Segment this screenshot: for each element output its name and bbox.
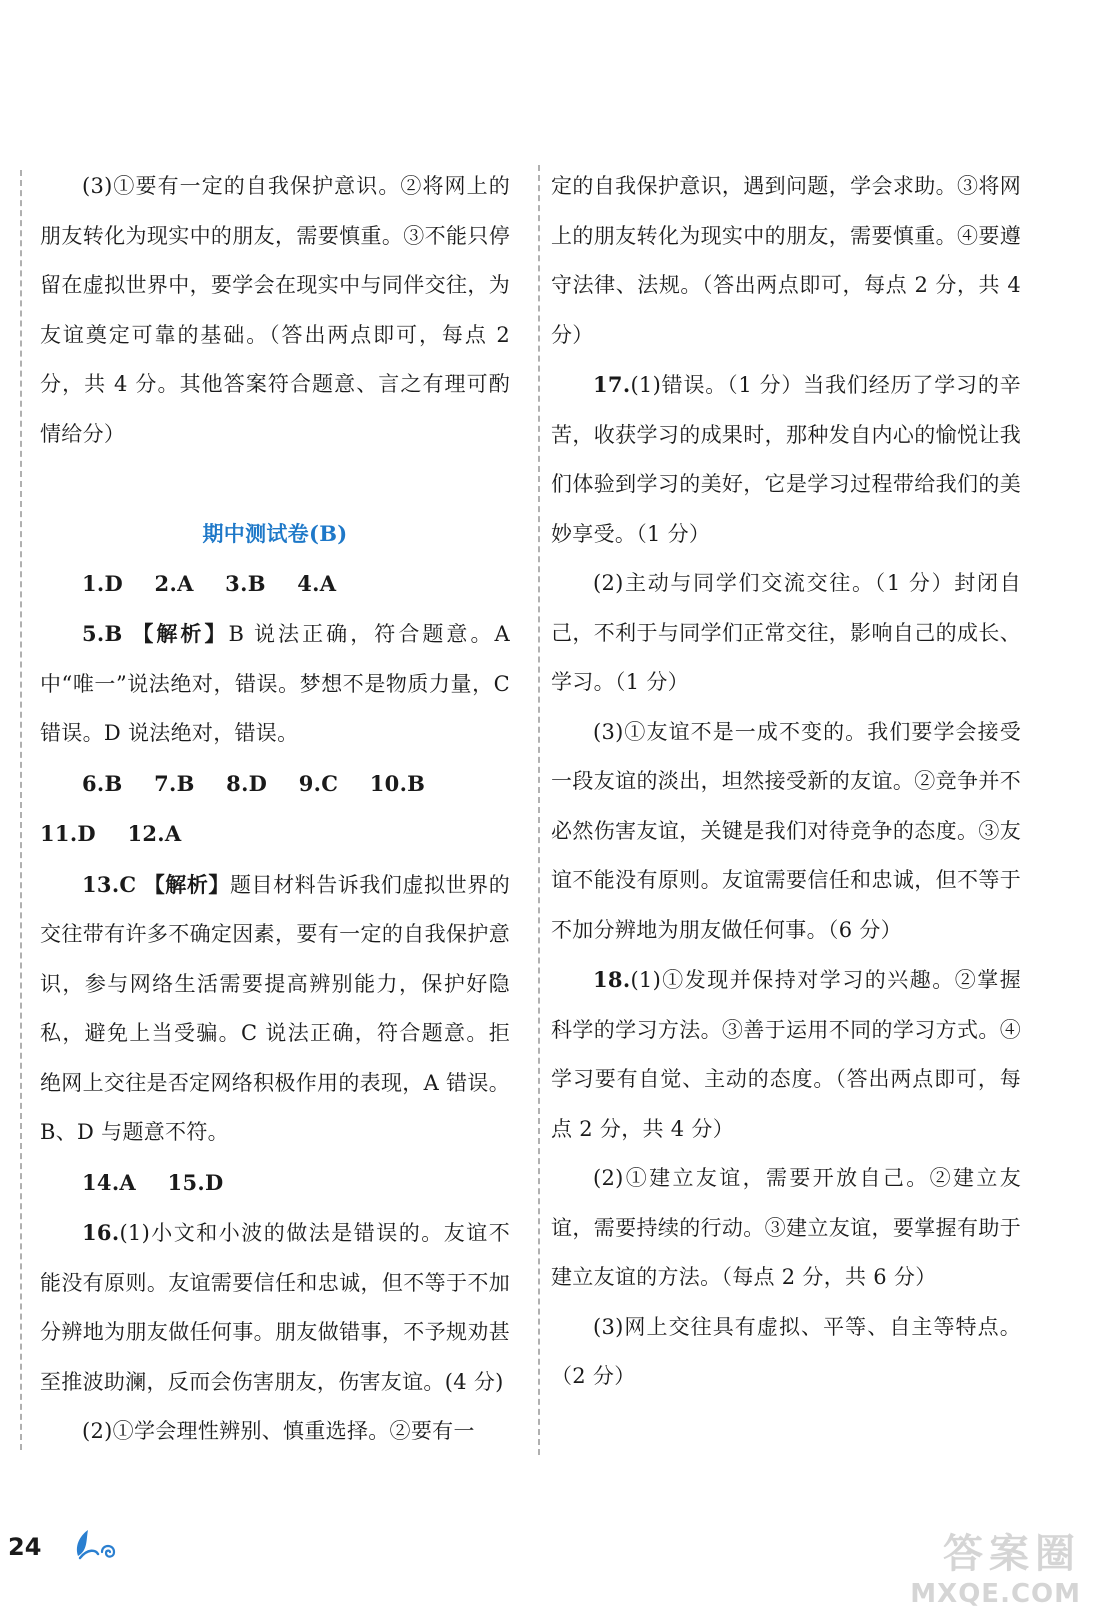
answer-item: 9.C xyxy=(298,770,339,796)
answer-paragraph xyxy=(40,609,510,759)
question-number: 17. xyxy=(593,372,631,397)
question-number: 18. xyxy=(593,967,631,992)
answer-item: 12.A xyxy=(127,821,182,846)
answer-item: 4.A xyxy=(297,570,337,596)
answer-item: 8.D xyxy=(226,770,268,796)
right-column xyxy=(551,162,1021,1402)
column-divider xyxy=(538,165,540,1455)
analysis-text: 题目材料告诉我们虚拟世界的交往带有许多不确定因素，要有一定的自我保护意识，参与网络生活需要提高辨别能力，保护好隐私，避免上当受骗。C 说法正确，符合题意。拒绝网上交往是否定网络积极作用的表现，A 错误。B、D 与题意不符。 xyxy=(40,872,510,1144)
question-number: 5.B xyxy=(82,621,123,646)
watermark xyxy=(910,1522,1081,1609)
watermark-url: MXQE.COM xyxy=(910,1579,1081,1609)
question-number: 13.C xyxy=(82,871,137,897)
answer-item: 11.D xyxy=(40,821,96,846)
page-number: 24 xyxy=(8,1533,42,1561)
answer-paragraph: (2)①建立友谊，需要开放自己。②建立友谊，需要持续的行动。③建立友谊，要掌握有助于建立友谊的方法。（每点 2 分，共 6 分） xyxy=(551,1166,1021,1289)
answer-paragraph xyxy=(551,360,1021,559)
answer-row xyxy=(40,1158,510,1209)
answer-paragraph: (3)网上交往具有虚拟、平等、自主等特点。（2 分） xyxy=(551,1314,1021,1388)
leaf-swirl-icon xyxy=(72,1528,124,1566)
answer-paragraph: 定的自我保护意识，遇到问题，学会求助。③将网上的朋友转化为现实中的朋友，需要慎重。④要遵守法律、法规。（答出两点即可，每点 2 分，共 4 分） xyxy=(551,174,1021,347)
answer-item: 10.B xyxy=(369,770,426,796)
answer-paragraph xyxy=(40,860,510,1158)
analysis-text: B 说法正确，符合题意。A 中“唯一”说法绝对，错误。梦想不是物质力量，C 错误。D 说法绝对，错误。 xyxy=(40,622,510,745)
answer-item: 1.D xyxy=(82,570,124,596)
answer-paragraph xyxy=(551,955,1021,1154)
answer-item: 6.B xyxy=(82,770,123,796)
answer-paragraph: (2)①学会理性辨别、慎重选择。②要有一 xyxy=(82,1419,475,1443)
answer-item: 14.A xyxy=(82,1169,137,1195)
analysis-tag: 【解析】 xyxy=(132,621,229,646)
question-number: 16. xyxy=(82,1220,120,1245)
binding-dashed-line xyxy=(20,170,22,1450)
answer-paragraph: (2)主动与同学们交流交往。（1 分）封闭自己，不利于与同学们正常交往，影响自己的成长、学习。（1 分） xyxy=(551,571,1021,694)
answer-paragraph: (3)①友谊不是一成不变的。我们要学会接受一段友谊的淡出，坦然接受新的友谊。②竞争并不必然伤害友谊，关键是我们对待竞争的态度。③友谊不能没有原则。友谊需要信任和忠诚，但不等于不加分辨地为朋友做任何事。（6 分） xyxy=(551,719,1021,942)
left-column xyxy=(40,162,510,1457)
answer-item: 3.B xyxy=(225,570,266,596)
answer-item: 2.A xyxy=(154,570,194,596)
answer-paragraph: (3)①要有一定的自我保护意识。②将网上的朋友转化为现实中的朋友，需要慎重。③不能只停留在虚拟世界中，要学会在现实中与同伴交往，为友谊奠定可靠的基础。（答出两点即可，每点 2 分，共 4 分。其他答案符合题意、言之有理可酌情给分） xyxy=(40,174,510,446)
answer-item: 7.B xyxy=(154,770,195,796)
analysis-tag: 【解析】 xyxy=(143,871,230,897)
answer-row xyxy=(40,559,510,610)
section-title: 期中测试卷(B) xyxy=(202,521,348,546)
answer-item: 15.D xyxy=(167,1169,224,1195)
answer-row xyxy=(40,759,510,860)
answer-text: (1)小文和小波的做法是错误的。友谊不能没有原则。友谊需要信任和忠诚，但不等于不加分辨地为朋友做任何事。朋友做错事，不予规劝甚至推波助澜，反而会伤害朋友，伤害友谊。(4 分) xyxy=(40,1221,510,1394)
answer-text: (1)错误。（1 分）当我们经历了学习的辛苦，收获学习的成果时，那种发自内心的愉悦让我们体验到学习的美好，它是学习过程带给我们的美妙享受。（1 分） xyxy=(551,373,1021,546)
answer-text: (1)①发现并保持对学习的兴趣。②掌握科学的学习方法。③善于运用不同的学习方式。④学习要有自觉、主动的态度。（答出两点即可，每点 2 分，共 4 分） xyxy=(551,968,1021,1141)
answer-paragraph xyxy=(40,1208,510,1407)
watermark-text: 答案圈 xyxy=(943,1531,1081,1577)
